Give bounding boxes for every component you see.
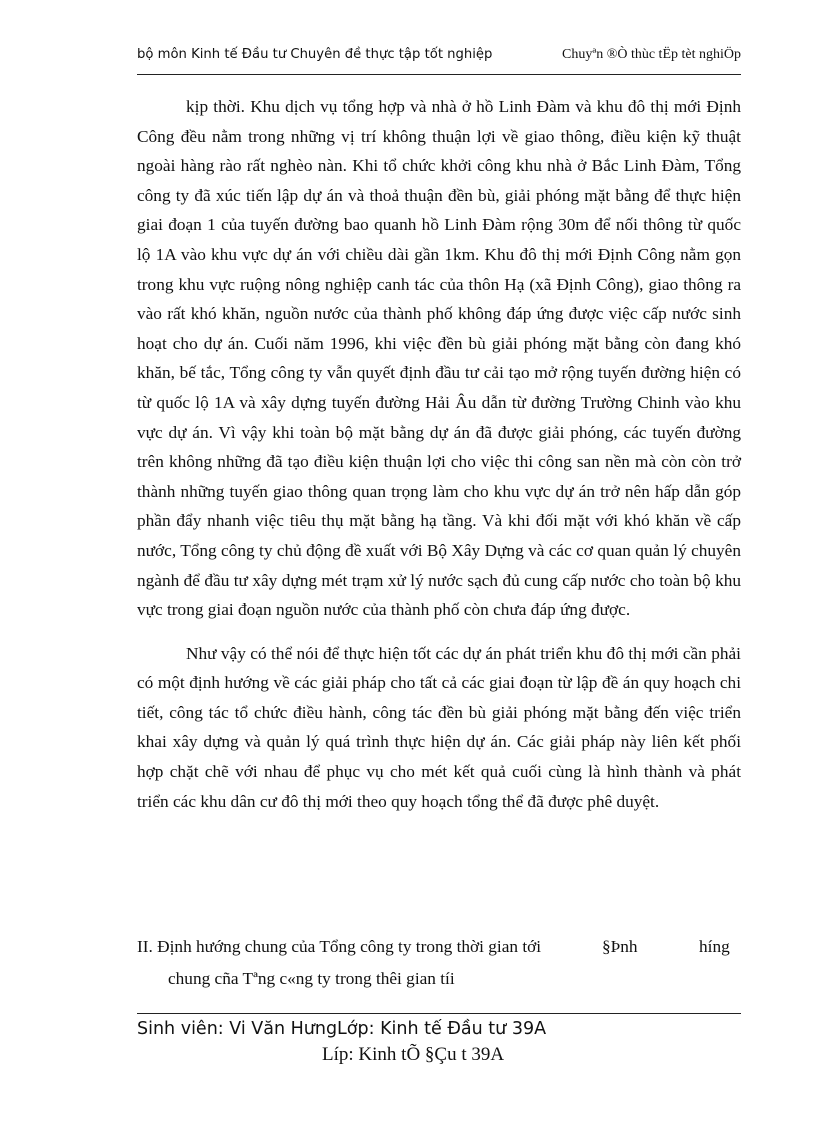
paragraph-1: kịp thời. Khu dịch vụ tổng hợp và nhà ở hồ Linh Đàm và khu đô thị mới Định Công đều nằm trong những vị trí không thuận lợi về giao thông, điều kiện kỹ thuật ngoài hàng rào rất nghèo nàn. Khi tổ chức khởi công khu nhà ở Bắc Linh Đàm, Tổng công ty đã xúc tiến lập dự án và thoả thuận đền bù, giải phóng mặt bằng để thực hiện giai đoạn 1 của tuyến đường bao quanh hồ Linh Đàm rộng 30m để nối thông từ quốc lộ 1A vào khu vực dự án với chiều dài gần 1km. Khu đô thị mới Định Công nằm gọn trong khu vực ruộng nông nghiệp canh tác của thôn Hạ (xã Định Công), giao thông ra vào rất khó khăn, nguồn nước của thành phố không đáp ứng được việc cấp nước sinh hoạt cho dự án. Cuối năm 1996, khi việc đền bù giải phóng mặt bằng còn đang khó khăn, bế tắc, Tổng công ty vẫn quyết định đầu tư cải tạo mở rộng tuyến đường hiện có từ quốc lộ 1A và xây dựng tuyến đường Hải Âu dẫn từ đường Trường Chinh vào khu vực dự án. Vì vậy khi toàn bộ mặt bằng dự án đã được giải phóng, các tuyến đường trên không những đã tạo điều kiện thuận lợi cho việc thi công san nền mà còn còn trở thành những tuyến giao thông quan trọng làm cho khu vực dự án trở nên hấp dẫn góp phần đẩy nhanh việc tiêu thụ mặt bằng hạ tầng. Và khi đối mặt với khó khăn về cấp nước, Tổng công ty chủ động đề xuất với Bộ Xây Dựng và các cơ quan quản lý chuyên ngành để đầu tư xây dựng mét trạm xử lý nước sạch đủ cung cấp nước cho toàn bộ khu vực trong giai đoạn nguồn nước của thành phố còn chưa đáp ứng được.	[137, 97, 741, 620]
section-heading-garbled-b: híng	[699, 937, 730, 956]
page-header	[137, 47, 741, 71]
section-heading-garbled-line2: chung cña Tªng c«ng ty trong thêi gian tíi	[168, 969, 455, 988]
footer-divider	[137, 1013, 741, 1014]
section-heading	[137, 931, 741, 995]
document-body	[137, 92, 741, 816]
footer-line-1: Sinh viên: Vi Văn HưngLớp: Kinh tế Đầu tư 39A	[137, 1019, 547, 1039]
header-divider	[137, 74, 741, 75]
footer-line-2: Líp: Kinh tÕ §Çu t 39A	[322, 1044, 505, 1065]
header-right-text: Chuyªn ®Ò thùc tËp tèt nghiÖp	[562, 47, 741, 62]
page-footer	[137, 1016, 741, 1068]
section-heading-text: II. Định hướng chung của Tổng công ty trong thời gian tới	[137, 937, 542, 956]
paragraph-2: Như vậy có thể nói để thực hiện tốt các dự án phát triển khu đô thị mới cần phải có một định hướng về các giải pháp cho tất cả các giai đoạn từ lập đề án quy hoạch chi tiết, công tác tổ chức điều hành, công tác đền bù giải phóng mặt bằng đến việc triển khai xây dựng và quản lý quá trình thực hiện dự án. Các giải pháp này liên kết phối hợp chặt chẽ với nhau để phục vụ cho mét kết quả cuối cùng là hình thành và phát triển các khu dân cư đô thị mới theo quy hoạch tổng thể đã được phê duyệt.	[137, 643, 741, 811]
header-left-text: bộ môn Kinh tế Đầu tư Chuyên đề thực tập tốt nghiệp	[137, 47, 493, 62]
section-heading-garbled-a: §Þnh	[602, 937, 638, 956]
